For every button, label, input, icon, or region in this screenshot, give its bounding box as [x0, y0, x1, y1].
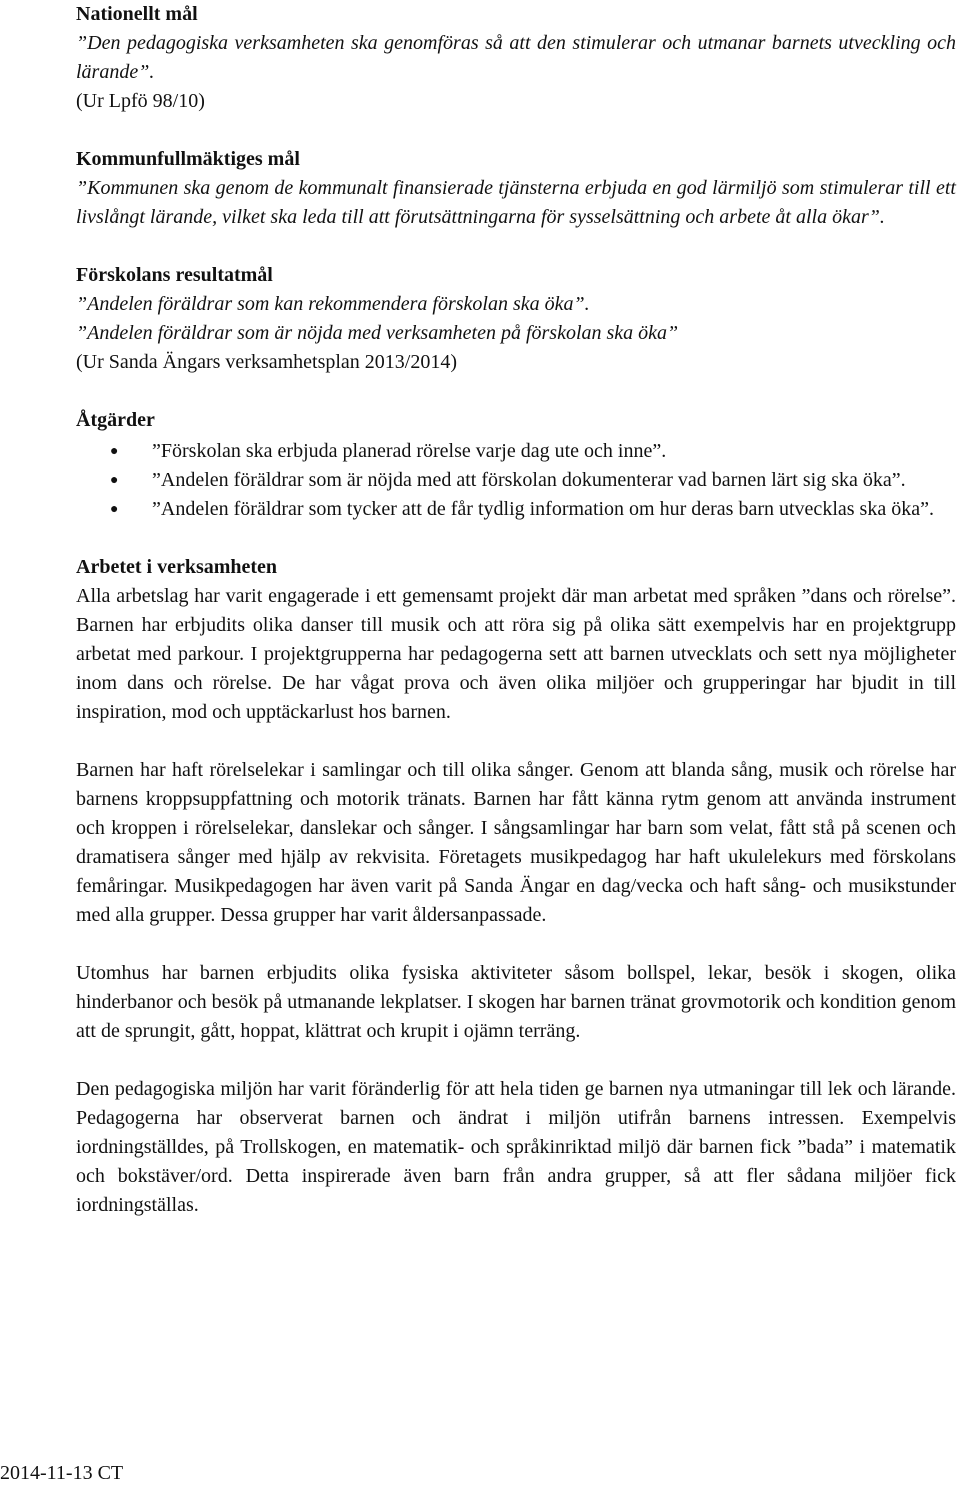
- bullet-icon: ●: [110, 502, 119, 517]
- action-item-text: ”Förskolan ska erbjuda planerad rörelse varje dag ute och inne”.: [152, 440, 667, 462]
- preschool-goal-quote-1: ”Andelen föräldrar som kan rekommendera förskolan ska öka”.: [76, 293, 590, 315]
- bullet-icon: ●: [110, 473, 119, 488]
- municipal-goal-heading: Kommunfullmäktiges mål: [76, 148, 300, 170]
- preschool-goal-heading: Förskolans resultatmål: [76, 264, 273, 286]
- bullet-icon: ●: [110, 444, 119, 459]
- national-goal-quote: ”Den pedagogiska verksamheten ska genomföras så att den stimulerar och utmanar barnets utveckling och lärande”.: [76, 32, 956, 83]
- work-paragraph-3: Utomhus har barnen erbjudits olika fysiska aktiviteter såsom bollspel, lekar, besök i skogen, olika hinderbanor och besök på utmanande lekplatser. I skogen har barnen tränat grovmotorik och kondition genom att de sprungit, gått, hoppat, klättrat och krupit i ojämn terräng.: [76, 962, 956, 1042]
- action-item-text: ”Andelen föräldrar som tycker att de får tydlig information om hur deras barn utvecklas ska öka”.: [152, 498, 934, 520]
- action-item-text: ”Andelen föräldrar som är nöjda med att förskolan dokumenterar vad barnen lärt sig ska öka”.: [152, 469, 906, 491]
- actions-list: [76, 437, 956, 524]
- national-goal-source: (Ur Lpfö 98/10): [76, 90, 205, 112]
- actions-heading: Åtgärder: [76, 409, 155, 431]
- preschool-goal-source: (Ur Sanda Ängars verksamhetsplan 2013/2014): [76, 351, 458, 373]
- municipal-goal-quote: ”Kommunen ska genom de kommunalt finansierade tjänsterna erbjuda en god lärmiljö som stimulerar till ett livslångt lärande, vilket ska leda till att förutsättningarna för sysselsättning och arbete åt alla ökar”.: [76, 177, 956, 228]
- national-goal-heading: Nationellt mål: [76, 3, 198, 25]
- work-paragraph-1: Alla arbetslag har varit engagerade i ett gemensamt projekt där man arbetat med språken ”dans och rörelse”. Barnen har erbjudits olika danser till musik och att röra sig på olika sätt exempelvis har en projektgrupp arbetat med parkour. I projektgrupperna har pedagogerna sett att barnen utvecklats och sett nya möjligheter inom dans och rörelse. De har vågat prova och även olika miljöer och grupperingar har bjudit in till inspiration, mod och upptäckarlust hos barnen.: [76, 585, 956, 723]
- work-paragraph-2: Barnen har haft rörelselekar i samlingar och till olika sånger. Genom att blanda sång, musik och rörelse har barnens kroppsuppfattning och motorik tränats. Barnen har fått känna rytm genom att använda instrument och kroppen i rörelselekar, danslekar och sånger. I sångsamlingar har barn som velat, fått stå på scenen och dramatisera sånger med hjälp av rekvisita. Företagets musikpedagog har haft ukulelekurs med förskolans femåringar. Musikpedagogen har även varit på Sanda Ängar en dag/vecka och haft sång- och musikstunder med alla grupper. Dessa grupper har varit åldersanpassade.: [76, 759, 956, 926]
- list-item: [76, 495, 956, 524]
- preschool-goal-quote-2: ”Andelen föräldrar som är nöjda med verksamheten på förskolan ska öka”: [76, 322, 679, 344]
- list-item: [76, 466, 956, 495]
- work-paragraph-4: Den pedagogiska miljön har varit föränderlig för att hela tiden ge barnen nya utmaningar till lek och lärande. Pedagogerna har observerat barnen och ändrat i miljön utifrån barnens intressen. Exempelvis iordningställdes, på Trollskogen, en matematik- och språkinriktad miljö där barnen fick ”bada” i matematik och bokstäver/ord. Detta inspirerade även barn från andra grupper, så att fler sådana miljöer fick iordningställas.: [76, 1078, 956, 1216]
- page-footer-date: 2014-11-13 CT: [0, 1462, 124, 1484]
- document-page: [76, 0, 956, 1220]
- work-heading: Arbetet i verksamheten: [76, 556, 278, 578]
- list-item: [76, 437, 956, 466]
